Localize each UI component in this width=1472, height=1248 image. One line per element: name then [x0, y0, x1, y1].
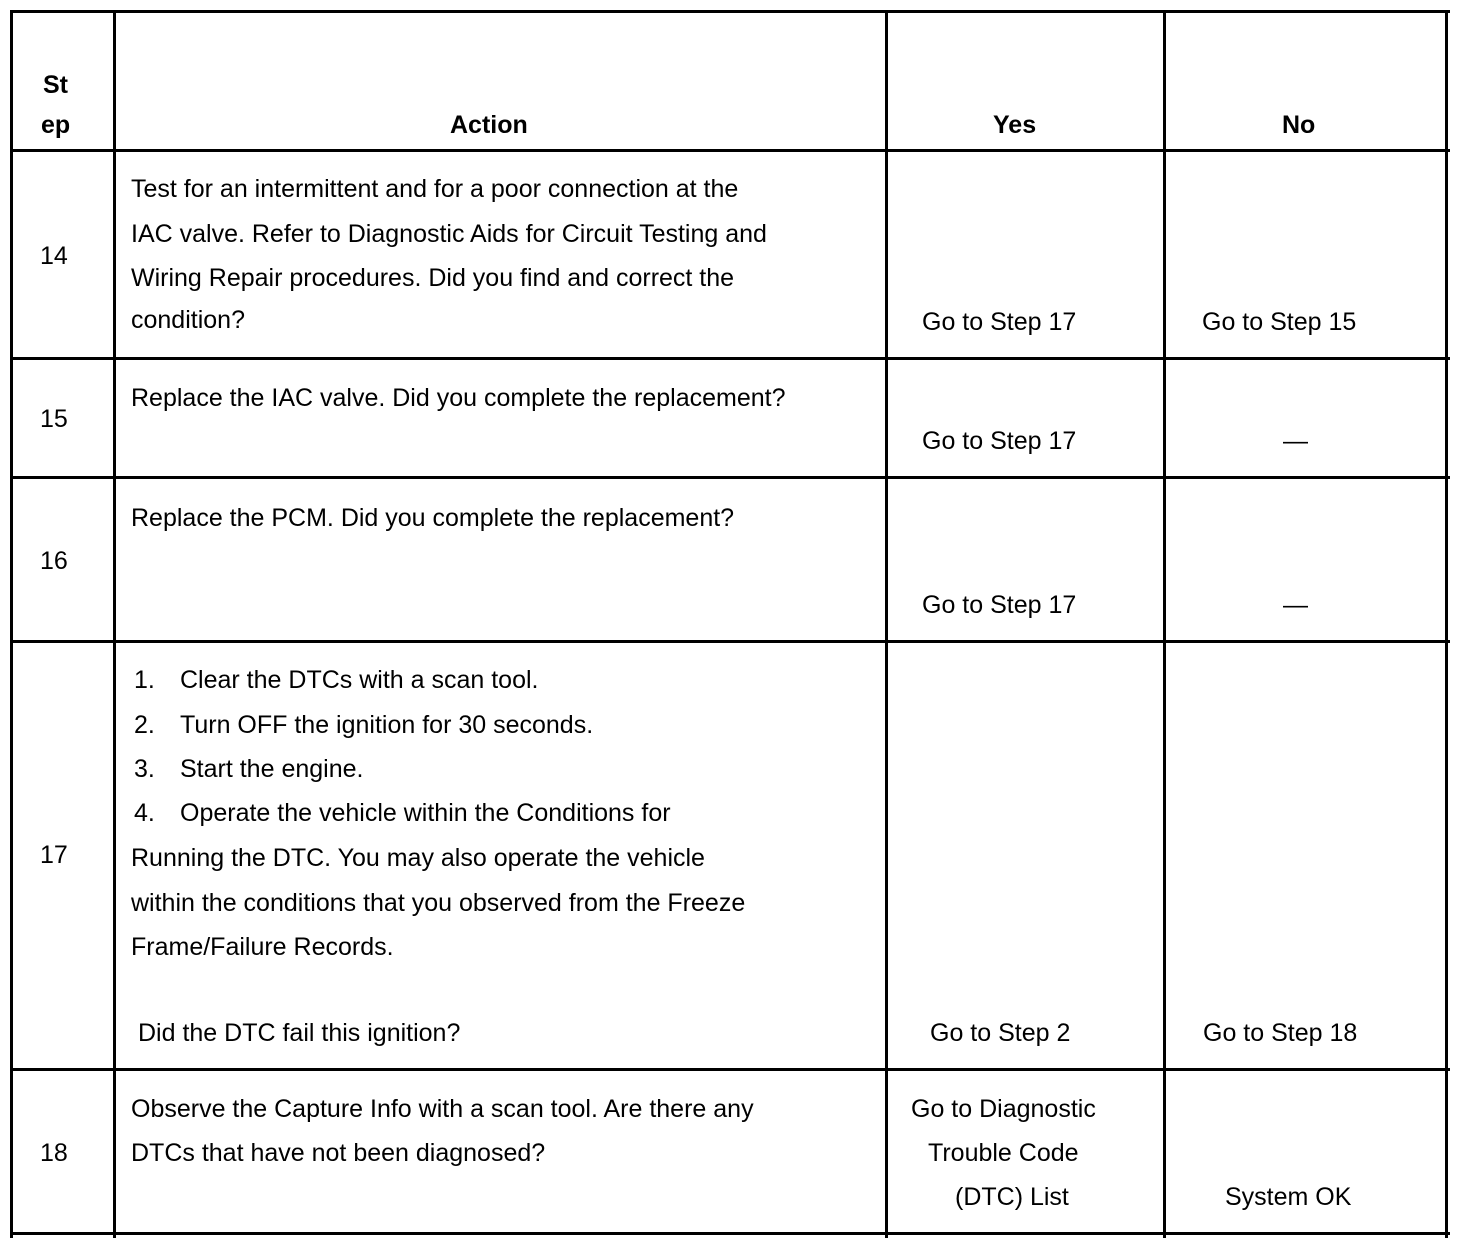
table-border-top [10, 10, 1450, 13]
no-result: Go to Step 15 [1202, 308, 1357, 336]
diagnostic-table [10, 10, 1450, 1238]
action-line: DTCs that have not been diagnosed? [131, 1139, 546, 1167]
column-divider-action [885, 10, 888, 1238]
action-line: Test for an intermittent and for a poor connection at the [131, 175, 739, 203]
column-divider-step [113, 10, 116, 1238]
list-item-text: Clear the DTCs with a scan tool. [180, 666, 539, 694]
table-border-right [1445, 10, 1448, 1238]
list-item-number: 3. [134, 755, 155, 783]
action-line: within the conditions that you observed from the Freeze [131, 889, 746, 917]
yes-result: Go to Step 17 [922, 308, 1077, 336]
action-line: Running the DTC. You may also operate the vehicle [131, 844, 705, 872]
list-item-number: 4. [134, 799, 155, 827]
column-divider-yes [1163, 10, 1166, 1238]
list-item-text: Operate the vehicle within the Conditions for [180, 799, 671, 827]
row-divider-16 [10, 640, 1450, 643]
action-line: IAC valve. Refer to Diagnostic Aids for Circuit Testing and [131, 220, 767, 248]
no-result: — [1283, 591, 1308, 619]
list-item-text: Turn OFF the ignition for 30 seconds. [180, 711, 594, 739]
action-line: Replace the PCM. Did you complete the replacement? [131, 504, 735, 532]
no-result: Go to Step 18 [1203, 1019, 1358, 1047]
yes-result: Go to Step 2 [930, 1019, 1071, 1047]
row-divider-15 [10, 476, 1450, 479]
header-no: No [1282, 111, 1316, 139]
no-result: System OK [1225, 1183, 1352, 1211]
yes-result-line: Trouble Code [928, 1139, 1079, 1167]
action-line: Observe the Capture Info with a scan tool. Are there any [131, 1095, 754, 1123]
yes-result-line: (DTC) List [955, 1183, 1069, 1211]
header-action: Action [450, 111, 528, 139]
no-result: — [1283, 427, 1308, 455]
action-line: Wiring Repair procedures. Did you find and correct the [131, 264, 735, 292]
action-line: Replace the IAC valve. Did you complete the replacement? [131, 384, 786, 412]
step-number: 14 [40, 242, 68, 270]
action-question: Did the DTC fail this ignition? [138, 1019, 461, 1047]
yes-result: Go to Step 17 [922, 427, 1077, 455]
list-item-number: 1. [134, 666, 155, 694]
header-step-line2: ep [41, 111, 71, 139]
step-number: 17 [40, 841, 68, 869]
row-divider-14 [10, 357, 1450, 360]
list-item-text: Start the engine. [180, 755, 364, 783]
step-number: 15 [40, 405, 68, 433]
row-divider-header [10, 149, 1450, 152]
yes-result: Go to Step 17 [922, 591, 1077, 619]
yes-result-line: Go to Diagnostic [911, 1095, 1096, 1123]
table-border-left [10, 10, 13, 1238]
action-line: condition? [131, 306, 245, 334]
table-border-bottom [10, 1232, 1450, 1235]
step-number: 16 [40, 547, 68, 575]
header-step-line1: St [43, 71, 68, 99]
row-divider-17 [10, 1068, 1450, 1071]
step-number: 18 [40, 1139, 68, 1167]
header-yes: Yes [993, 111, 1037, 139]
action-line: Frame/Failure Records. [131, 933, 394, 961]
list-item-number: 2. [134, 711, 155, 739]
